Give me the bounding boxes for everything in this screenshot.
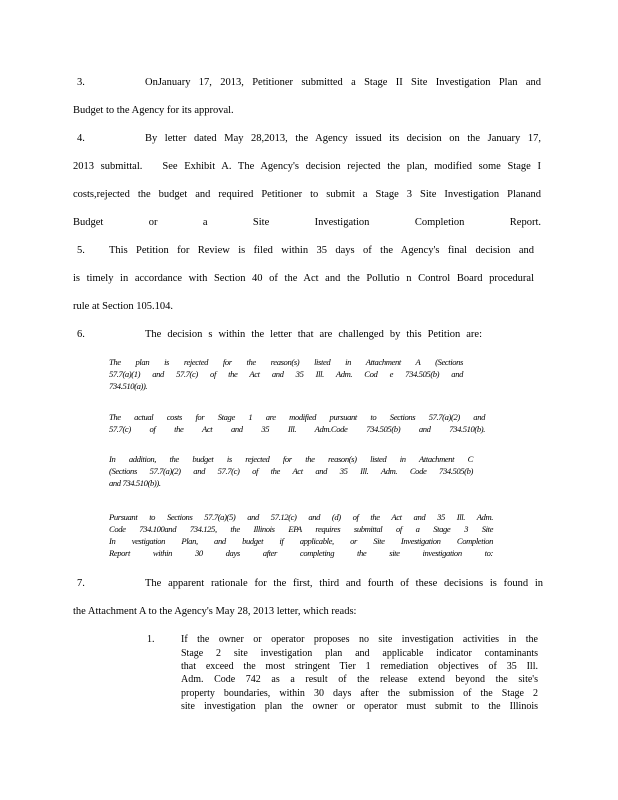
text-line: that exceed the most stringent Tier 1 remediation objectives of 35 Ill. <box>181 661 538 672</box>
text-line: Budget or a Site Investigation Completion Report. <box>73 217 541 228</box>
text-line: 2013 submittal. See Exhibit A. The Agency's decision rejected the plan, modified some Stage I <box>73 161 541 172</box>
text-line: costs,rejected the budget and required Petitioner to submit a Stage 3 Site Investigation Planand <box>73 189 541 200</box>
paragraph-number: 6. <box>77 329 85 340</box>
text-line: 57.7(c) of the Act and 35 Ill. Adm.Code 734.505(b) and 734.510(b). <box>109 424 485 434</box>
paragraph-number: 4. <box>77 133 85 144</box>
text-line: By letter dated May 28,2013, the Agency issued its decision on the January 17, <box>145 133 541 144</box>
text-line: The decision s within the letter that are challenged by this Petition are: <box>145 329 482 340</box>
text-line: Pursuant to Sections 57.7(a)(5) and 57.12(c) and (d) of the Act and 35 Ill. Adm. <box>109 512 493 522</box>
text-line: OnJanuary 17, 2013, Petitioner submitted a Stage II Site Investigation Plan and <box>145 77 541 88</box>
text-line: The apparent rationale for the first, third and fourth of these decisions is found in <box>145 578 543 589</box>
text-line: In vestigation Plan, and budget if applicable, or Site Investigation Completion <box>109 536 493 546</box>
text-line: and 734.510(b)). <box>109 478 161 488</box>
text-line: the Attachment A to the Agency's May 28, 2013 letter, which reads: <box>73 606 357 617</box>
paragraph-number: 1. <box>147 634 155 645</box>
text-line: This Petition for Review is filed within 35 days of the Agency's final decision and <box>109 245 534 256</box>
paragraph-number: 5. <box>77 245 85 256</box>
text-line: In addition, the budget is rejected for the reason(s) listed in Attachment C <box>109 454 473 464</box>
text-line: site investigation plan the owner or operator must submit to the Illinois <box>181 701 538 712</box>
text-line: (Sections 57.7(a)(2) and 57.7(c) of the Act and 35 Ill. Adm. Code 734.505(b) <box>109 466 473 476</box>
paragraph-number: 7. <box>77 578 85 589</box>
text-line: The actual costs for Stage 1 are modified pursuant to Sections 57.7(a)(2) and <box>109 412 485 422</box>
text-line: If the owner or operator proposes no site investigation activities in the <box>181 634 538 645</box>
text-line: Code 734.100and 734.125, the Illinois EPA requires submittal of a Stage 3 Site <box>109 524 493 534</box>
paragraph-number: 3. <box>77 77 85 88</box>
text-line: property boundaries, within 30 days after the submission of the Stage 2 <box>181 688 538 699</box>
text-line: 734.510(a)). <box>109 381 148 391</box>
text-line: Budget to the Agency for its approval. <box>73 105 234 116</box>
text-line: The plan is rejected for the reason(s) listed in Attachment A (Sections <box>109 357 463 367</box>
text-line: 57.7(a)(1) and 57.7(c) of the Act and 35 Ill. Adm. Cod e 734.505(b) and <box>109 369 463 379</box>
text-line: is timely in accordance with Section 40 of the Act and the Pollutio n Control Board procedural <box>73 273 534 284</box>
text-line: Stage 2 site investigation plan and applicable indicator contaminants <box>181 648 538 659</box>
text-line: Report within 30 days after completing the site investigation to: <box>109 548 493 558</box>
text-line: rule at Section 105.104. <box>73 301 174 312</box>
text-line: Adm. Code 742 as a result of the release extend beyond the site's <box>181 674 538 685</box>
